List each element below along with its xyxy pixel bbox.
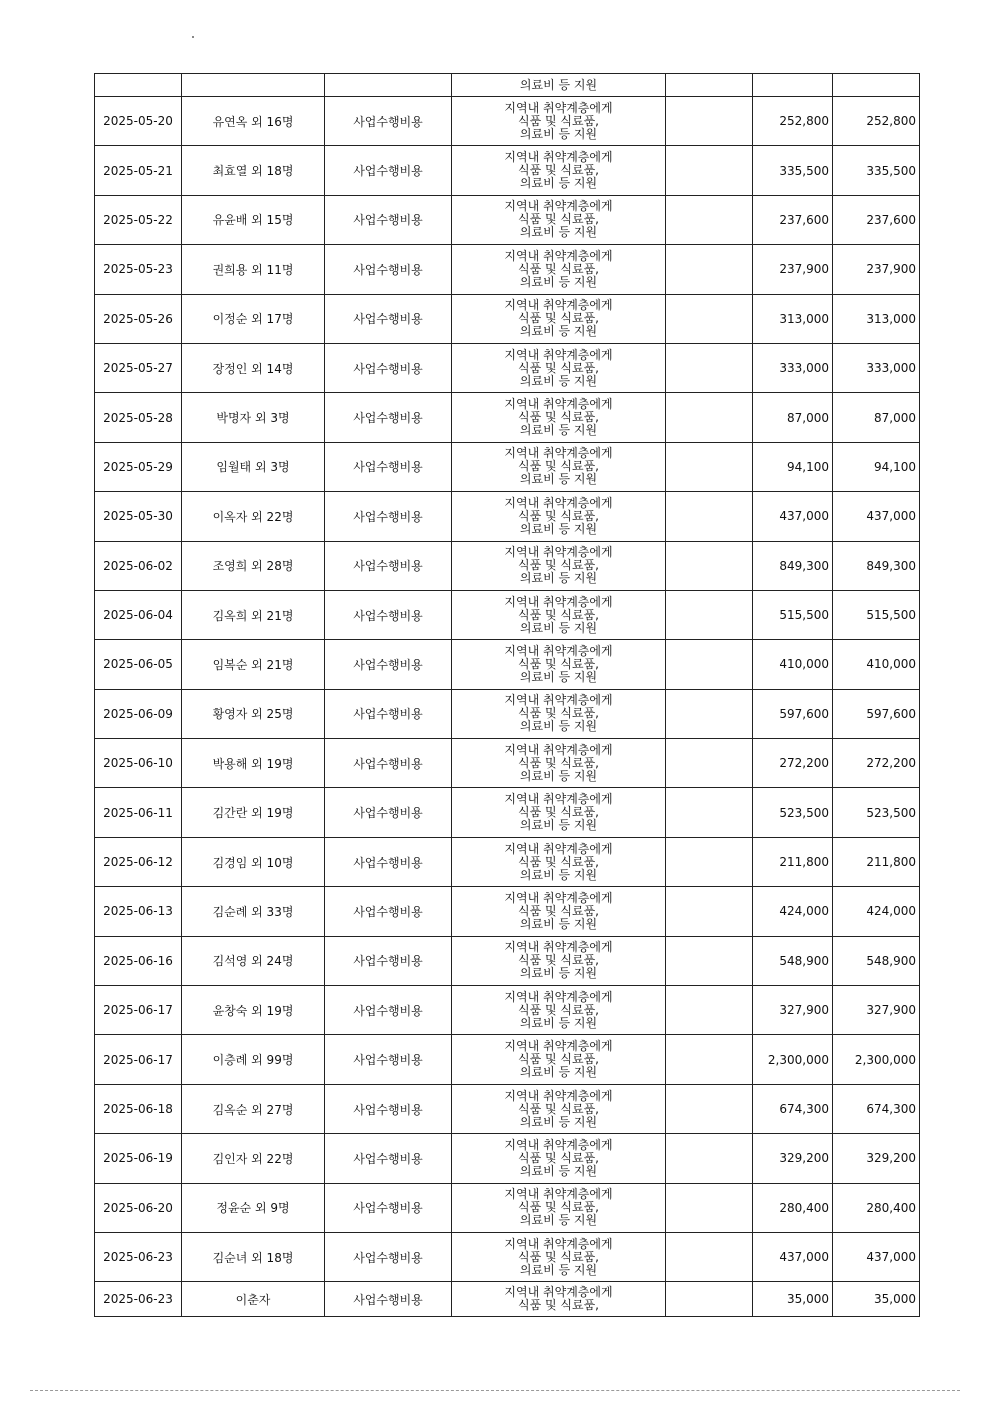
cell-description <box>452 788 666 837</box>
cell-total: 849,300 <box>833 541 920 590</box>
cell-amount: 515,500 <box>753 590 833 639</box>
cell-total: 410,000 <box>833 640 920 689</box>
cell-blank <box>666 97 753 146</box>
cell-amount: 94,100 <box>753 442 833 491</box>
description-line: 식품 및 식료품, <box>518 261 599 276</box>
cell-total: 280,400 <box>833 1183 920 1232</box>
description-line: 지역내 취약계층에게 <box>504 100 613 115</box>
description-line: 의료비 등 지원 <box>519 768 598 783</box>
cell-amount: 237,600 <box>753 195 833 244</box>
cell-blank <box>666 541 753 590</box>
table-row <box>95 294 920 343</box>
description-line: 지역내 취약계층에게 <box>504 792 613 807</box>
description-line: 지역내 취약계층에게 <box>504 1039 613 1054</box>
cell-amount: 280,400 <box>753 1183 833 1232</box>
cell-amount: 437,000 <box>753 492 833 541</box>
table-row <box>95 887 920 936</box>
description-line: 의료비 등 지원 <box>519 472 598 487</box>
description-line: 의료비 등 지원 <box>519 1114 598 1129</box>
cell-category: 사업수행비용 <box>325 936 452 985</box>
cell-amount: 674,300 <box>753 1084 833 1133</box>
cell-total: 548,900 <box>833 936 920 985</box>
description-line: 지역내 취약계층에게 <box>504 643 613 658</box>
cell-total: 327,900 <box>833 986 920 1035</box>
cell-amount: 335,500 <box>753 146 833 195</box>
description-line: 식품 및 식료품, <box>518 459 599 474</box>
description-line: 지역내 취약계층에게 <box>504 298 613 313</box>
cell-name: 김인자 외 22명 <box>182 1134 325 1183</box>
cell-total: 515,500 <box>833 590 920 639</box>
description-line: 의료비 등 지원 <box>519 1213 598 1228</box>
table-row <box>95 936 920 985</box>
table-row <box>95 492 920 541</box>
cell-category: 사업수행비용 <box>325 1282 452 1317</box>
table-row <box>95 97 920 146</box>
cell-total: 211,800 <box>833 837 920 886</box>
description-line: 식품 및 식료품, <box>518 212 599 227</box>
description-line: 의료비 등 지원 <box>519 126 598 141</box>
cell-total: 674,300 <box>833 1084 920 1133</box>
cell-blank <box>666 986 753 1035</box>
table-row <box>95 1183 920 1232</box>
cell-name: 김순례 외 33명 <box>182 887 325 936</box>
cell-total: 272,200 <box>833 739 920 788</box>
description-line: 식품 및 식료품, <box>518 805 599 820</box>
table-row <box>95 837 920 886</box>
table-row <box>95 1232 920 1281</box>
cell-name: 이정순 외 17명 <box>182 294 325 343</box>
cell-amount: 272,200 <box>753 739 833 788</box>
cell-date: 2025-06-05 <box>95 640 182 689</box>
cell-date: 2025-06-02 <box>95 541 182 590</box>
cell-description <box>452 97 666 146</box>
table-row <box>95 541 920 590</box>
description-line: 의료비 등 지원 <box>519 571 598 586</box>
table-row <box>95 689 920 738</box>
table-row-continued <box>95 74 920 97</box>
cell-date: 2025-06-04 <box>95 590 182 639</box>
cell-name: 박용해 외 19명 <box>182 739 325 788</box>
cell-name: 임월태 외 3명 <box>182 442 325 491</box>
cell-date: 2025-06-13 <box>95 887 182 936</box>
cell-description <box>452 936 666 985</box>
cell-total: 87,000 <box>833 393 920 442</box>
cell-category: 사업수행비용 <box>325 541 452 590</box>
cell-name: 김순녀 외 18명 <box>182 1232 325 1281</box>
description-line: 의료비 등 지원 <box>519 324 598 339</box>
cell-blank <box>666 146 753 195</box>
cell-description <box>452 343 666 392</box>
description-line: 식품 및 식료품, <box>518 1298 599 1313</box>
cell-category: 사업수행비용 <box>325 393 452 442</box>
description-line: 식품 및 식료품, <box>518 311 599 326</box>
cell-amount: 87,000 <box>753 393 833 442</box>
description-line: 지역내 취약계층에게 <box>504 495 613 510</box>
description-line: 의료비 등 지원 <box>519 669 598 684</box>
description-line: 의료비 등 지원 <box>519 916 598 931</box>
cell-category: 사업수행비용 <box>325 788 452 837</box>
description-line: 의료비 등 지원 <box>519 818 598 833</box>
cell-amount: 548,900 <box>753 936 833 985</box>
cell-amount: 327,900 <box>753 986 833 1035</box>
description-line: 지역내 취약계층에게 <box>504 199 613 214</box>
cell-category: 사업수행비용 <box>325 739 452 788</box>
cell-description <box>452 739 666 788</box>
cell-category: 사업수행비용 <box>325 1084 452 1133</box>
cell-description <box>452 1084 666 1133</box>
description-line: 의료비 등 지원 <box>519 225 598 240</box>
cell-category: 사업수행비용 <box>325 97 452 146</box>
description-line: 지역내 취약계층에게 <box>504 1236 613 1251</box>
cell-date: 2025-05-20 <box>95 97 182 146</box>
description-line: 식품 및 식료품, <box>518 656 599 671</box>
description-line: 지역내 취약계층에게 <box>504 446 613 461</box>
cell-blank <box>666 1134 753 1183</box>
cell-date: 2025-06-12 <box>95 837 182 886</box>
description-line: 지역내 취약계층에게 <box>504 1285 613 1300</box>
cell-amount: 437,000 <box>753 1232 833 1281</box>
cell-amount: 329,200 <box>753 1134 833 1183</box>
cell-total <box>833 74 920 97</box>
cell-description <box>452 689 666 738</box>
scan-speck <box>192 36 194 38</box>
description-line: 식품 및 식료품, <box>518 1052 599 1067</box>
cell-category: 사업수행비용 <box>325 590 452 639</box>
cell-name: 장정인 외 14명 <box>182 343 325 392</box>
cell-description <box>452 1134 666 1183</box>
cell-name: 김석영 외 24명 <box>182 936 325 985</box>
description-line: 의료비 등 지원 <box>519 867 598 882</box>
cell-name: 이춘자 <box>182 1282 325 1317</box>
cell-total: 424,000 <box>833 887 920 936</box>
cell-description <box>452 1282 666 1317</box>
description-line: 지역내 취약계층에게 <box>504 1187 613 1202</box>
cell-amount: 252,800 <box>753 97 833 146</box>
table-row <box>95 640 920 689</box>
description-line: 식품 및 식료품, <box>518 1002 599 1017</box>
table-row <box>95 1282 920 1317</box>
description-line: 의료비 등 지원 <box>519 719 598 734</box>
description-line: 지역내 취약계층에게 <box>504 693 613 708</box>
cell-name: 조영희 외 28명 <box>182 541 325 590</box>
description-line: 의료비 등 지원 <box>519 966 598 981</box>
table-row <box>95 245 920 294</box>
cell-blank <box>666 739 753 788</box>
cell-amount: 424,000 <box>753 887 833 936</box>
cell-category: 사업수행비용 <box>325 689 452 738</box>
cell-category <box>325 74 452 97</box>
table-row <box>95 739 920 788</box>
cell-date: 2025-06-18 <box>95 1084 182 1133</box>
cell-total: 94,100 <box>833 442 920 491</box>
description-line: 지역내 취약계층에게 <box>504 594 613 609</box>
description-line: 의료비 등 지원 <box>519 1015 598 1030</box>
cell-date: 2025-06-23 <box>95 1282 182 1317</box>
cell-blank <box>666 1183 753 1232</box>
cell-amount: 237,900 <box>753 245 833 294</box>
table-row <box>95 195 920 244</box>
cell-name: 박명자 외 3명 <box>182 393 325 442</box>
description-line: 지역내 취약계층에게 <box>504 1088 613 1103</box>
table-row <box>95 393 920 442</box>
cell-name: 윤창숙 외 19명 <box>182 986 325 1035</box>
cell-total: 237,600 <box>833 195 920 244</box>
cell-date: 2025-05-27 <box>95 343 182 392</box>
description-line: 식품 및 식료품, <box>518 508 599 523</box>
description-line: 지역내 취약계층에게 <box>504 841 613 856</box>
cell-category: 사업수행비용 <box>325 986 452 1035</box>
cell-total: 437,000 <box>833 492 920 541</box>
cell-total: 437,000 <box>833 1232 920 1281</box>
cell-amount: 597,600 <box>753 689 833 738</box>
description-line: 의료비 등 지원 <box>519 274 598 289</box>
cell-amount: 2,300,000 <box>753 1035 833 1084</box>
page-bottom-rule <box>30 1390 960 1391</box>
cell-blank <box>666 1282 753 1317</box>
cell-date: 2025-05-22 <box>95 195 182 244</box>
description-line: 식품 및 식료품, <box>518 903 599 918</box>
cell-blank <box>666 343 753 392</box>
cell-date: 2025-06-11 <box>95 788 182 837</box>
description-line: 지역내 취약계층에게 <box>504 940 613 955</box>
description-line: 의료비 등 지원 <box>519 1065 598 1080</box>
cell-blank <box>666 1035 753 1084</box>
cell-blank <box>666 1232 753 1281</box>
cell-name: 김옥희 외 21명 <box>182 590 325 639</box>
cell-amount: 410,000 <box>753 640 833 689</box>
cell-amount: 313,000 <box>753 294 833 343</box>
cell-category: 사업수행비용 <box>325 640 452 689</box>
cell-date: 2025-06-10 <box>95 739 182 788</box>
expense-ledger-table <box>94 73 920 1317</box>
description-line: 식품 및 식료품, <box>518 360 599 375</box>
cell-date: 2025-05-23 <box>95 245 182 294</box>
cell-description <box>452 887 666 936</box>
description-line: 식품 및 식료품, <box>518 1150 599 1165</box>
table-row <box>95 442 920 491</box>
description-line: 지역내 취약계층에게 <box>504 742 613 757</box>
cell-blank <box>666 74 753 97</box>
description-line: 식품 및 식료품, <box>518 607 599 622</box>
description-line: 지역내 취약계층에게 <box>504 397 613 412</box>
cell-total: 252,800 <box>833 97 920 146</box>
cell-category: 사업수행비용 <box>325 1232 452 1281</box>
description-line: 지역내 취약계층에게 <box>504 545 613 560</box>
cell-total: 2,300,000 <box>833 1035 920 1084</box>
cell-blank <box>666 393 753 442</box>
cell-amount: 211,800 <box>753 837 833 886</box>
cell-name: 임복순 외 21명 <box>182 640 325 689</box>
cell-amount: 849,300 <box>753 541 833 590</box>
description-line: 지역내 취약계층에게 <box>504 248 613 263</box>
table-row <box>95 1035 920 1084</box>
cell-date: 2025-05-30 <box>95 492 182 541</box>
cell-date: 2025-06-09 <box>95 689 182 738</box>
cell-amount: 35,000 <box>753 1282 833 1317</box>
cell-description <box>452 74 666 97</box>
description-line: 식품 및 식료품, <box>518 755 599 770</box>
description-line: 의료비 등 지원 <box>519 521 598 536</box>
cell-description <box>452 1035 666 1084</box>
cell-total: 523,500 <box>833 788 920 837</box>
cell-description <box>452 146 666 195</box>
cell-date: 2025-06-17 <box>95 1035 182 1084</box>
cell-date: 2025-06-19 <box>95 1134 182 1183</box>
description-line: 의료비 등 지원 <box>519 77 598 92</box>
cell-total: 597,600 <box>833 689 920 738</box>
table-row <box>95 986 920 1035</box>
description-line: 의료비 등 지원 <box>519 423 598 438</box>
cell-name: 이옥자 외 22명 <box>182 492 325 541</box>
cell-date: 2025-06-17 <box>95 986 182 1035</box>
cell-date: 2025-06-16 <box>95 936 182 985</box>
cell-category: 사업수행비용 <box>325 146 452 195</box>
description-line: 지역내 취약계층에게 <box>504 347 613 362</box>
cell-category: 사업수행비용 <box>325 195 452 244</box>
cell-description <box>452 294 666 343</box>
cell-description <box>452 837 666 886</box>
cell-name: 김간란 외 19명 <box>182 788 325 837</box>
cell-description <box>452 1183 666 1232</box>
cell-name: 최효열 외 18명 <box>182 146 325 195</box>
cell-blank <box>666 936 753 985</box>
cell-blank <box>666 640 753 689</box>
cell-description <box>452 541 666 590</box>
cell-amount <box>753 74 833 97</box>
cell-category: 사업수행비용 <box>325 294 452 343</box>
table-row <box>95 1134 920 1183</box>
description-line: 식품 및 식료품, <box>518 953 599 968</box>
description-line: 식품 및 식료품, <box>518 1200 599 1215</box>
description-line: 의료비 등 지원 <box>519 176 598 191</box>
cell-name: 이층례 외 99명 <box>182 1035 325 1084</box>
cell-description <box>452 986 666 1035</box>
description-line: 지역내 취약계층에게 <box>504 1137 613 1152</box>
cell-blank <box>666 245 753 294</box>
cell-total: 313,000 <box>833 294 920 343</box>
description-line: 지역내 취약계층에게 <box>504 150 613 165</box>
cell-description <box>452 640 666 689</box>
cell-blank <box>666 788 753 837</box>
cell-category: 사업수행비용 <box>325 245 452 294</box>
table-row <box>95 146 920 195</box>
description-line: 식품 및 식료품, <box>518 854 599 869</box>
description-line: 의료비 등 지원 <box>519 1262 598 1277</box>
cell-description <box>452 1232 666 1281</box>
cell-total: 335,500 <box>833 146 920 195</box>
cell-description <box>452 492 666 541</box>
cell-category: 사업수행비용 <box>325 1183 452 1232</box>
cell-blank <box>666 195 753 244</box>
cell-name: 황영자 외 25명 <box>182 689 325 738</box>
description-line: 의료비 등 지원 <box>519 373 598 388</box>
cell-description <box>452 590 666 639</box>
cell-date: 2025-06-23 <box>95 1232 182 1281</box>
table-row <box>95 590 920 639</box>
cell-description <box>452 393 666 442</box>
cell-name: 권희용 외 11명 <box>182 245 325 294</box>
cell-name: 유윤배 외 15명 <box>182 195 325 244</box>
cell-total: 329,200 <box>833 1134 920 1183</box>
description-line: 식품 및 식료품, <box>518 706 599 721</box>
cell-blank <box>666 294 753 343</box>
description-line: 지역내 취약계층에게 <box>504 989 613 1004</box>
ledger-body <box>95 74 920 1317</box>
cell-name <box>182 74 325 97</box>
table-row <box>95 1084 920 1133</box>
cell-date: 2025-05-28 <box>95 393 182 442</box>
cell-date: 2025-05-26 <box>95 294 182 343</box>
cell-description <box>452 195 666 244</box>
cell-category: 사업수행비용 <box>325 1035 452 1084</box>
cell-category: 사업수행비용 <box>325 442 452 491</box>
cell-description <box>452 245 666 294</box>
cell-category: 사업수행비용 <box>325 887 452 936</box>
cell-total: 237,900 <box>833 245 920 294</box>
description-line: 지역내 취약계층에게 <box>504 890 613 905</box>
cell-category: 사업수행비용 <box>325 492 452 541</box>
description-line: 식품 및 식료품, <box>518 410 599 425</box>
cell-name: 김경임 외 10명 <box>182 837 325 886</box>
cell-name: 김옥순 외 27명 <box>182 1084 325 1133</box>
description-line: 식품 및 식료품, <box>518 113 599 128</box>
cell-total: 333,000 <box>833 343 920 392</box>
cell-blank <box>666 1084 753 1133</box>
cell-blank <box>666 837 753 886</box>
description-line: 식품 및 식료품, <box>518 163 599 178</box>
cell-blank <box>666 492 753 541</box>
cell-date: 2025-06-20 <box>95 1183 182 1232</box>
cell-blank <box>666 887 753 936</box>
cell-category: 사업수행비용 <box>325 343 452 392</box>
cell-total: 35,000 <box>833 1282 920 1317</box>
cell-blank <box>666 590 753 639</box>
description-line: 식품 및 식료품, <box>518 1101 599 1116</box>
cell-amount: 333,000 <box>753 343 833 392</box>
cell-blank <box>666 689 753 738</box>
cell-date <box>95 74 182 97</box>
cell-category: 사업수행비용 <box>325 837 452 886</box>
cell-date: 2025-05-21 <box>95 146 182 195</box>
cell-date: 2025-05-29 <box>95 442 182 491</box>
cell-category: 사업수행비용 <box>325 1134 452 1183</box>
description-line: 의료비 등 지원 <box>519 1163 598 1178</box>
cell-name: 유연옥 외 16명 <box>182 97 325 146</box>
description-line: 식품 및 식료품, <box>518 558 599 573</box>
cell-description <box>452 442 666 491</box>
table-row <box>95 788 920 837</box>
cell-name: 정윤순 외 9명 <box>182 1183 325 1232</box>
cell-blank <box>666 442 753 491</box>
table-row <box>95 343 920 392</box>
cell-amount: 523,500 <box>753 788 833 837</box>
description-line: 의료비 등 지원 <box>519 620 598 635</box>
description-line: 식품 및 식료품, <box>518 1249 599 1264</box>
